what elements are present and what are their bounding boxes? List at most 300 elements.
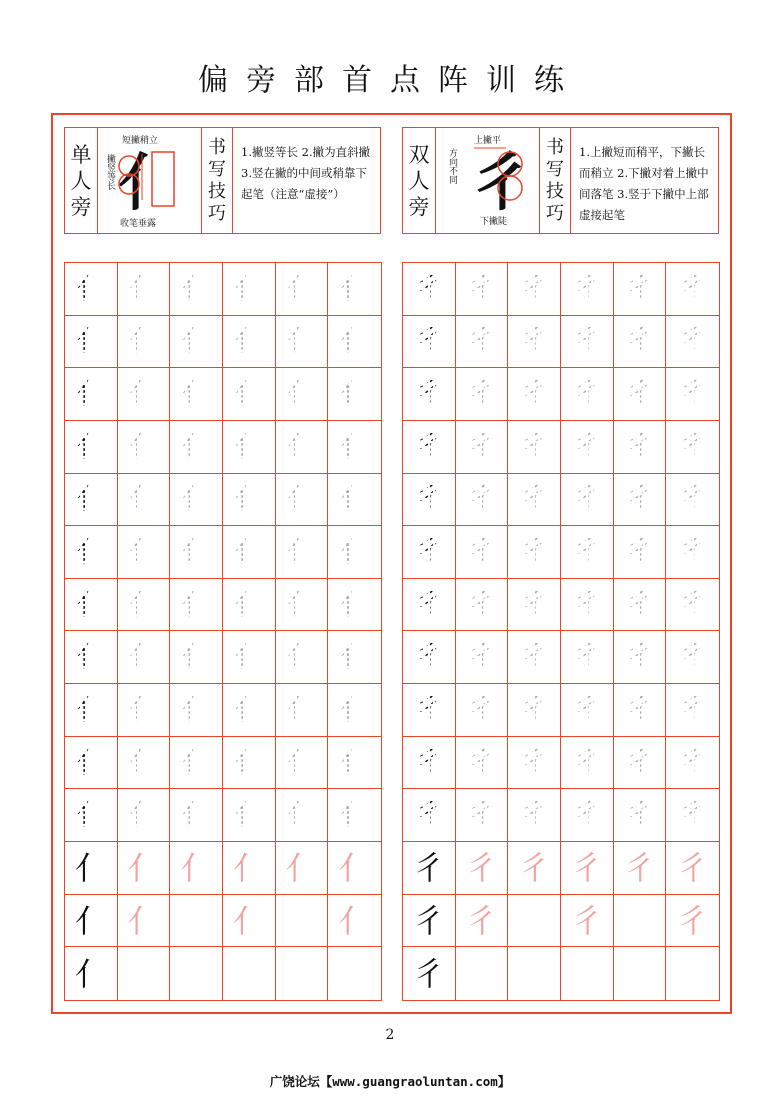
- practice-cell: [614, 842, 667, 895]
- dotted-trace-char: 彳: [624, 744, 655, 780]
- pink-trace-char: 亻: [232, 901, 265, 940]
- dotted-model-char: 彳: [413, 270, 444, 306]
- dotted-trace-char: 亻: [286, 270, 317, 306]
- practice-cell: [508, 263, 561, 316]
- practice-cell: [223, 421, 276, 474]
- practice-cell: [170, 421, 223, 474]
- practice-cell: [508, 316, 561, 369]
- model-char: 亻: [74, 901, 107, 940]
- right-demo-box: [436, 128, 540, 233]
- right-demo-diagram: [466, 142, 536, 214]
- practice-cell: [328, 631, 381, 684]
- practice-cell: [276, 579, 329, 632]
- right-demo-char: 彳: [470, 146, 533, 214]
- dotted-trace-char: 亻: [339, 323, 370, 359]
- right-demo-bottom-label: 下撇陡: [480, 217, 508, 227]
- left-demo-top-label: 短撇稍立: [122, 136, 159, 146]
- pink-trace-char: 亻: [180, 848, 213, 887]
- dotted-trace-char: 彳: [571, 428, 602, 464]
- pink-trace-char: 彳: [465, 901, 498, 940]
- dotted-trace-char: 彳: [519, 270, 550, 306]
- practice-cell: [276, 895, 329, 948]
- practice-cell: [276, 316, 329, 369]
- practice-cell: [118, 474, 171, 527]
- practice-cell: [403, 789, 456, 842]
- practice-cell: [508, 526, 561, 579]
- practice-cell: [561, 684, 614, 737]
- dotted-trace-char: 亻: [286, 586, 317, 622]
- dotted-trace-char: 亻: [286, 428, 317, 464]
- practice-cell: [328, 316, 381, 369]
- dotted-trace-char: 彳: [519, 323, 550, 359]
- dotted-trace-char: 彳: [677, 270, 708, 306]
- practice-cell: [403, 474, 456, 527]
- pink-trace-char: 彳: [570, 848, 603, 887]
- left-practice-grid: [64, 262, 382, 1001]
- dotted-model-char: 彳: [413, 323, 444, 359]
- dotted-trace-char: 彳: [519, 376, 550, 412]
- practice-cell: [223, 579, 276, 632]
- practice-cell: [614, 789, 667, 842]
- dotted-trace-char: 彳: [466, 428, 497, 464]
- pink-trace-char: 亻: [285, 848, 318, 887]
- practice-cell: [328, 737, 381, 790]
- practice-cell: [614, 579, 667, 632]
- practice-cell: [561, 947, 614, 1000]
- dotted-trace-char: 亻: [233, 744, 264, 780]
- right-tips-panel: [402, 127, 719, 234]
- practice-cell: [276, 368, 329, 421]
- dotted-trace-char: 彳: [677, 481, 708, 517]
- practice-cell: [170, 263, 223, 316]
- practice-cell: [118, 631, 171, 684]
- dotted-trace-char: 彳: [624, 428, 655, 464]
- dotted-trace-char: 彳: [677, 744, 708, 780]
- practice-cell: [666, 526, 719, 579]
- left-skill-label-text: 书写技巧: [208, 136, 226, 224]
- dotted-trace-char: 彳: [466, 586, 497, 622]
- dotted-trace-char: 彳: [466, 270, 497, 306]
- left-tips-panel: [64, 127, 381, 234]
- dotted-trace-char: 彳: [677, 376, 708, 412]
- practice-cell: [666, 737, 719, 790]
- practice-cell: [403, 263, 456, 316]
- practice-cell: [508, 368, 561, 421]
- footer-text: 广饶论坛【www.guangraoluntan.com】: [269, 1074, 511, 1089]
- practice-cell: [118, 526, 171, 579]
- practice-cell: [508, 947, 561, 1000]
- dotted-trace-char: 亻: [286, 639, 317, 675]
- dotted-model-char: 彳: [413, 586, 444, 622]
- dotted-trace-char: 彳: [466, 481, 497, 517]
- dotted-trace-char: 亻: [339, 270, 370, 306]
- practice-cell: [456, 631, 509, 684]
- practice-cell: [65, 368, 118, 421]
- dotted-trace-char: 彳: [571, 376, 602, 412]
- left-radical-name: [65, 128, 98, 233]
- practice-cell: [223, 737, 276, 790]
- practice-cell: [223, 895, 276, 948]
- dotted-trace-char: 彳: [519, 691, 550, 727]
- dotted-model-char: 彳: [413, 428, 444, 464]
- model-char: 亻: [74, 848, 107, 887]
- left-radical-name-text: 单人旁: [70, 142, 92, 219]
- practice-cell: [65, 684, 118, 737]
- dotted-model-char: 亻: [75, 744, 106, 780]
- dotted-trace-char: 彳: [519, 428, 550, 464]
- pink-trace-char: 亻: [127, 848, 160, 887]
- practice-cell: [456, 474, 509, 527]
- dotted-trace-char: 亻: [181, 270, 212, 306]
- practice-cell: [456, 526, 509, 579]
- dotted-trace-char: 彳: [571, 534, 602, 570]
- practice-cell: [276, 421, 329, 474]
- dotted-model-char: 彳: [413, 481, 444, 517]
- practice-cell: [170, 579, 223, 632]
- dotted-model-char: 亻: [75, 428, 106, 464]
- dotted-trace-char: 亻: [128, 323, 159, 359]
- dotted-trace-char: 亻: [339, 797, 370, 833]
- dotted-trace-char: 亻: [181, 586, 212, 622]
- dotted-model-char: 彳: [413, 376, 444, 412]
- practice-cell: [561, 579, 614, 632]
- dotted-model-char: 亻: [75, 586, 106, 622]
- practice-cell: [118, 263, 171, 316]
- left-tip-text: 1.撇竖等长 2.撇为直斜撇 3.竖在撇的中间或稍靠下起笔（注意“虚接”）: [241, 145, 371, 201]
- practice-cell: [223, 368, 276, 421]
- practice-cell: [65, 842, 118, 895]
- practice-cell: [666, 895, 719, 948]
- dotted-model-char: 亻: [75, 797, 106, 833]
- dotted-trace-char: 亻: [181, 534, 212, 570]
- dotted-trace-char: 亻: [181, 639, 212, 675]
- practice-cell: [561, 474, 614, 527]
- practice-cell: [276, 684, 329, 737]
- dotted-trace-char: 彳: [624, 639, 655, 675]
- practice-cell: [328, 789, 381, 842]
- practice-cell: [561, 316, 614, 369]
- dotted-trace-char: 彳: [519, 481, 550, 517]
- practice-cell: [170, 368, 223, 421]
- practice-cell: [65, 526, 118, 579]
- practice-cell: [223, 474, 276, 527]
- dotted-trace-char: 亻: [233, 323, 264, 359]
- practice-cell: [508, 789, 561, 842]
- practice-cell: [456, 789, 509, 842]
- practice-cell: [561, 789, 614, 842]
- dotted-trace-char: 亻: [128, 797, 159, 833]
- practice-cell: [170, 631, 223, 684]
- practice-cell: [223, 684, 276, 737]
- dotted-trace-char: 彳: [624, 534, 655, 570]
- dotted-trace-char: 彳: [466, 639, 497, 675]
- practice-cell: [508, 895, 561, 948]
- practice-cell: [118, 579, 171, 632]
- dotted-trace-char: 亻: [181, 797, 212, 833]
- practice-cell: [403, 316, 456, 369]
- dotted-trace-char: 彳: [677, 586, 708, 622]
- practice-cell: [118, 421, 171, 474]
- practice-cell: [508, 579, 561, 632]
- practice-cell: [328, 579, 381, 632]
- practice-cell: [456, 421, 509, 474]
- pink-trace-char: 彳: [465, 848, 498, 887]
- practice-cell: [614, 316, 667, 369]
- practice-cell: [666, 842, 719, 895]
- practice-cell: [170, 737, 223, 790]
- dotted-trace-char: 亻: [181, 376, 212, 412]
- dotted-trace-char: 彳: [624, 481, 655, 517]
- right-radical-name: [403, 128, 436, 233]
- right-skill-label-text: 书写技巧: [546, 136, 564, 224]
- dotted-trace-char: 彳: [624, 797, 655, 833]
- practice-cell: [614, 526, 667, 579]
- dotted-trace-char: 亻: [181, 691, 212, 727]
- dotted-trace-char: 彳: [519, 639, 550, 675]
- practice-cell: [65, 737, 118, 790]
- practice-cell: [328, 474, 381, 527]
- dotted-trace-char: 彳: [466, 744, 497, 780]
- practice-cell: [403, 579, 456, 632]
- dotted-model-char: 彳: [413, 534, 444, 570]
- practice-cell: [276, 737, 329, 790]
- page-number: 2: [385, 1027, 395, 1043]
- left-demo-bottom-label: 收笔垂露: [120, 219, 157, 229]
- practice-cell: [276, 474, 329, 527]
- practice-cell: [276, 789, 329, 842]
- dotted-trace-char: 亻: [286, 744, 317, 780]
- practice-cell: [561, 737, 614, 790]
- practice-cell: [456, 263, 509, 316]
- right-demo-side-label: 方向不同: [447, 148, 457, 184]
- practice-cell: [666, 263, 719, 316]
- practice-cell: [614, 684, 667, 737]
- dotted-trace-char: 亻: [128, 639, 159, 675]
- dotted-trace-char: 亻: [233, 691, 264, 727]
- dotted-trace-char: 彳: [466, 376, 497, 412]
- practice-cell: [328, 421, 381, 474]
- dotted-trace-char: 亻: [233, 586, 264, 622]
- practice-cell: [118, 737, 171, 790]
- dotted-model-char: 彳: [413, 744, 444, 780]
- practice-cell: [403, 368, 456, 421]
- practice-cell: [223, 316, 276, 369]
- right-demo-top-label: 上撇平: [474, 136, 502, 146]
- practice-cell: [65, 631, 118, 684]
- practice-cell: [65, 579, 118, 632]
- left-demo-char: 亻: [118, 146, 181, 214]
- practice-cell: [456, 947, 509, 1000]
- dotted-trace-char: 彳: [466, 534, 497, 570]
- practice-cell: [403, 684, 456, 737]
- practice-cell: [328, 526, 381, 579]
- right-practice-grid: [402, 262, 720, 1001]
- right-skill-label: [540, 128, 571, 233]
- left-demo-diagram: [116, 144, 186, 214]
- practice-cell: [561, 368, 614, 421]
- practice-cell: [403, 421, 456, 474]
- practice-cell: [118, 684, 171, 737]
- practice-cell: [276, 947, 329, 1000]
- practice-cell: [170, 947, 223, 1000]
- practice-cell: [456, 842, 509, 895]
- practice-cell: [118, 789, 171, 842]
- practice-cell: [223, 842, 276, 895]
- dotted-trace-char: 亻: [286, 323, 317, 359]
- practice-cell: [614, 263, 667, 316]
- dotted-trace-char: 彳: [466, 797, 497, 833]
- practice-cell: [666, 474, 719, 527]
- practice-cell: [508, 737, 561, 790]
- dotted-trace-char: 彳: [624, 323, 655, 359]
- practice-cell: [65, 474, 118, 527]
- dotted-model-char: 亻: [75, 323, 106, 359]
- practice-cell: [65, 263, 118, 316]
- practice-cell: [170, 526, 223, 579]
- practice-cell: [276, 526, 329, 579]
- dotted-trace-char: 亻: [181, 323, 212, 359]
- practice-cell: [561, 263, 614, 316]
- practice-cell: [403, 631, 456, 684]
- dotted-trace-char: 彳: [624, 586, 655, 622]
- pink-trace-char: 彳: [518, 848, 551, 887]
- dotted-trace-char: 彳: [466, 691, 497, 727]
- dotted-model-char: 亻: [75, 270, 106, 306]
- practice-cell: [666, 789, 719, 842]
- dotted-trace-char: 亻: [233, 797, 264, 833]
- practice-cell: [508, 684, 561, 737]
- practice-cell: [118, 947, 171, 1000]
- practice-cell: [170, 684, 223, 737]
- practice-cell: [276, 631, 329, 684]
- dotted-model-char: 亻: [75, 691, 106, 727]
- dotted-trace-char: 亻: [233, 376, 264, 412]
- practice-cell: [328, 895, 381, 948]
- practice-cell: [328, 263, 381, 316]
- dotted-trace-char: 亻: [128, 428, 159, 464]
- dotted-trace-char: 亻: [128, 534, 159, 570]
- dotted-trace-char: 彳: [677, 797, 708, 833]
- dotted-trace-char: 彳: [519, 586, 550, 622]
- practice-cell: [223, 526, 276, 579]
- dotted-trace-char: 彳: [519, 797, 550, 833]
- practice-cell: [328, 842, 381, 895]
- practice-cell: [403, 947, 456, 1000]
- dotted-trace-char: 亻: [339, 691, 370, 727]
- dotted-trace-char: 亻: [181, 744, 212, 780]
- dotted-trace-char: 亻: [286, 481, 317, 517]
- dotted-trace-char: 彳: [466, 323, 497, 359]
- dotted-trace-char: 彳: [677, 323, 708, 359]
- dotted-trace-char: 亻: [181, 481, 212, 517]
- practice-cell: [223, 263, 276, 316]
- dotted-trace-char: 彳: [571, 586, 602, 622]
- dotted-model-char: 亻: [75, 376, 106, 412]
- practice-cell: [65, 789, 118, 842]
- pink-trace-char: 彳: [676, 901, 709, 940]
- practice-cell: [614, 368, 667, 421]
- practice-cell: [276, 842, 329, 895]
- dotted-trace-char: 彳: [571, 639, 602, 675]
- practice-cell: [170, 789, 223, 842]
- dotted-trace-char: 彳: [624, 691, 655, 727]
- dotted-trace-char: 亻: [339, 428, 370, 464]
- dotted-trace-char: 亻: [286, 691, 317, 727]
- dotted-trace-char: 亻: [128, 586, 159, 622]
- practice-cell: [328, 947, 381, 1000]
- practice-cell: [666, 421, 719, 474]
- dotted-trace-char: 亻: [339, 586, 370, 622]
- practice-cell: [403, 842, 456, 895]
- dotted-trace-char: 亻: [128, 744, 159, 780]
- practice-cell: [614, 631, 667, 684]
- practice-cell: [65, 947, 118, 1000]
- practice-cell: [170, 474, 223, 527]
- practice-cell: [614, 895, 667, 948]
- dotted-trace-char: 亻: [233, 481, 264, 517]
- dotted-trace-char: 彳: [677, 534, 708, 570]
- dotted-trace-char: 亻: [286, 534, 317, 570]
- dotted-trace-char: 亻: [233, 639, 264, 675]
- practice-cell: [561, 421, 614, 474]
- dotted-trace-char: 亻: [286, 376, 317, 412]
- dotted-trace-char: 彳: [677, 639, 708, 675]
- dotted-trace-char: 彳: [571, 270, 602, 306]
- dotted-trace-char: 彳: [571, 323, 602, 359]
- practice-cell: [403, 526, 456, 579]
- practice-cell: [118, 368, 171, 421]
- practice-cell: [561, 895, 614, 948]
- dotted-model-char: 亻: [75, 534, 106, 570]
- right-tip-text: 1.上撇短而稍平，下撇长而稍立 2.下撇对着上撇中间落笔 3.竖于下撇中上部虚接起笔: [579, 145, 709, 222]
- model-char: 亻: [74, 954, 107, 993]
- practice-cell: [614, 474, 667, 527]
- pink-trace-char: 亻: [338, 901, 371, 940]
- dotted-model-char: 彳: [413, 797, 444, 833]
- dotted-model-char: 亻: [75, 481, 106, 517]
- practice-cell: [614, 421, 667, 474]
- left-demo-side-label: 撇竖等长: [105, 154, 115, 190]
- dotted-model-char: 彳: [413, 639, 444, 675]
- pink-trace-char: 亻: [127, 901, 160, 940]
- practice-cell: [65, 895, 118, 948]
- practice-cell: [276, 263, 329, 316]
- practice-cell: [666, 368, 719, 421]
- dotted-trace-char: 亻: [128, 376, 159, 412]
- practice-cell: [456, 684, 509, 737]
- dotted-trace-char: 亻: [128, 481, 159, 517]
- practice-cell: [223, 789, 276, 842]
- practice-cell: [65, 421, 118, 474]
- dotted-trace-char: 彳: [519, 744, 550, 780]
- practice-cell: [666, 947, 719, 1000]
- dotted-trace-char: 亻: [339, 481, 370, 517]
- practice-cell: [614, 947, 667, 1000]
- dotted-trace-char: 彳: [677, 691, 708, 727]
- dotted-trace-char: 彳: [571, 481, 602, 517]
- dotted-trace-char: 彳: [571, 797, 602, 833]
- practice-cell: [170, 842, 223, 895]
- model-char: 彳: [412, 901, 445, 940]
- model-char: 彳: [412, 848, 445, 887]
- practice-cell: [508, 421, 561, 474]
- dotted-trace-char: 亻: [233, 534, 264, 570]
- practice-cell: [666, 684, 719, 737]
- dotted-model-char: 彳: [413, 691, 444, 727]
- page-title: 偏旁部首点阵训练: [198, 63, 582, 98]
- practice-cell: [456, 895, 509, 948]
- dotted-trace-char: 彳: [519, 534, 550, 570]
